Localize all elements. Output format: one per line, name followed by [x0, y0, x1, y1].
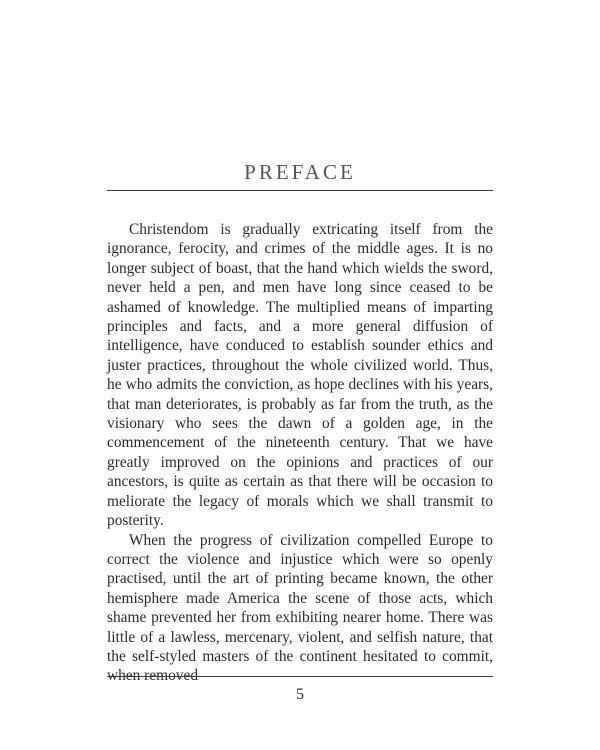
body-text	[107, 220, 493, 686]
page-number: 5	[296, 686, 304, 703]
top-rule	[107, 190, 493, 191]
paragraph-1: Christendom is gradually extricating itself from the ignorance, ferocity, and crimes of the middle ages. It is no longer subject of boast, that the hand which wields the sword, never held a pen, and men have long since ceased to be ashamed of knowledge. The multiplied means of imparting principles and facts, and a more general diffusion of intelligence, have conduced to establish sounder ethics and juster practices, throughout the whole civilized world. Thus, he who admits the conviction, as hope declines with his years, that man deteriorates, is probably as far from the truth, as the visionary who sees the dawn of a golden age, in the commencement of the nineteenth century. That we have greatly improved on the opinions and practices of our ancestors, is quite as certain as that there will be occasion to meliorate the legacy of morals which we shall transmit to posterity.	[107, 221, 493, 530]
page-title: PREFACE	[244, 160, 356, 185]
bottom-rule	[107, 676, 493, 677]
paragraph-2: When the progress of civilization compelled Europe to correct the violence and injustice which were so openly practised, until the art of printing became known, the other hemisphere made America the scene of those acts, which shame prevented her from exhibiting nearer home. There was little of a lawless, mercenary, violent, and selfish nature, that the self-styled masters of the continent hesitated to commit, when removed	[107, 531, 493, 685]
